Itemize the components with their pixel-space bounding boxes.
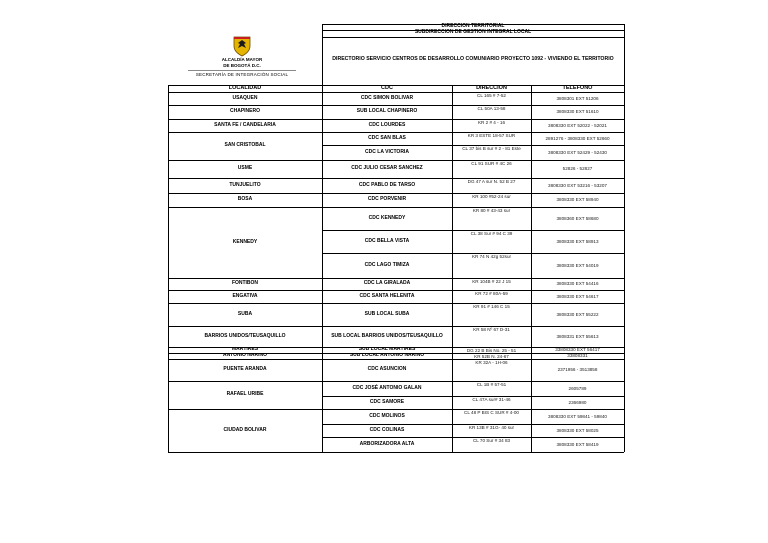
telefono-cell: 2891276 - 3808330 EXT 52660 [545,135,610,141]
column-header-telefono: TELEFONO [562,85,593,92]
direccion-cell: CL 47A sur# 31-46 [472,397,511,402]
direccion-cell: CL 91 SUR # 4C 26 [471,161,512,166]
telefono-cell: 2371956 - 3513858 [557,367,598,373]
cdc-cell: CDC MOLINOS [369,412,405,419]
direccion-cell: CL 165 # 7-52 [477,93,506,98]
telefono-cell: 2366980 [568,399,587,405]
direccion-cell: KR 100 #52-24 sur [472,194,511,199]
direccion-cell: KR 2 # 4 - 16 [477,120,506,125]
localidad-cell: MARTIRES [231,347,259,353]
telefono-cell: 52826 - 52827 [562,166,593,172]
document-title: DIRECTORIO SERVICIO CENTROS DE DESARROLLO COMUNIARIO PROYECTO 1092 - VIVIENDO EL TERRITORIO [332,56,614,62]
telefono-cell: 3808330 EXT 52429 - 52430 [548,149,607,155]
localidad-cell: RAFAEL URIBE [226,391,264,398]
direccion-cell: KR 80 # 43-43 sur [472,208,511,213]
telefono-cell: 3808331 EXT 55613 [556,333,599,339]
cdc-cell: SUB LOCAL CHAPINERO [356,108,418,115]
cdc-cell: CDC ASUNCION [367,366,407,373]
column-header-direccion: DIRECCION [476,85,507,92]
cdc-cell: CDC JULIO CESAR SANCHEZ [351,165,423,172]
header-line1: DIRECCION TERRITORIAL [441,23,505,29]
cdc-cell: CDC JOSÉ ANTONIO GALAN [352,384,422,391]
cdc-cell: CDC KENNEDY [368,214,406,221]
localidad-cell: FONTIBON [231,280,259,287]
cdc-cell: SUB LOCAL MARTIRES [358,347,416,353]
localidad-cell: TUNJUELITO [229,181,261,188]
telefono-cell: 3808330 EXT 54019 [556,262,599,268]
telefono-cell: 3808330 EXT 59841 - 59840 [548,413,607,419]
cdc-cell: CDC SIMON BOLIVAR [360,94,414,101]
direccion-cell: CL 50A 13-58 [477,106,506,111]
cdc-cell: CDC LAGO TIMIZA [364,261,410,268]
table-rule [624,24,625,452]
cdc-cell: SUB LOCAL ANTONIO NARIÑO [349,353,425,359]
logo-line1: ALCALDÍA MAYOR [221,57,263,62]
cdc-cell: CDC COLINAS [369,426,405,433]
localidad-cell: CHAPINERO [229,108,260,115]
localidad-cell: USME [237,165,253,172]
localidad-cell: USAQUEN [232,94,258,101]
direccion-cell: KR 58 Nº 67 D-31 [473,327,510,332]
cdc-cell: CDC SAMORE [369,398,405,405]
localidad-cell: KENNEDY [232,238,258,245]
cdc-cell: CDC SANTA HELENITA [359,292,415,299]
cdc-cell: CDC SAN BLAS [368,134,406,141]
logo-line2: DE BOGOTÁ D.C. [223,63,261,68]
telefono-cell: 3808360 EXT 58680 [556,215,599,221]
direccion-cell: CL 70 Sur # 34 83 [472,438,511,443]
telefono-cell: 3808330 EXT 58419 [556,441,599,447]
cdc-cell: CDC BELLA VISTA [364,237,410,244]
telefono-cell: 3808330 EXT 54416 [556,281,599,287]
table-rule [168,85,624,86]
logo [186,33,298,81]
localidad-cell: CIUDAD BOLIVAR [223,426,267,433]
localidad-cell: ENGATIVA [232,292,258,299]
bogota-coat-of-arms-icon [231,35,253,57]
localidad-cell: BOSA [237,196,253,203]
cdc-cell: ARBORIZADORA ALTA [359,440,415,447]
cdc-cell: SUB LOCAL BARRIOS UNIDOS/TEUSAQUILLO [331,332,443,339]
table-rule [322,452,624,453]
table-rule [322,24,624,25]
cdc-cell: CDC LOURDES [368,121,406,128]
header-line2: SUBDIRECCION DE GESTION INTEGRAL LOCAL [414,29,532,35]
telefono-cell: 2605789 [568,385,587,391]
telefono-cell: 33808330 EXT 56417 [555,347,600,353]
logo-divider [188,70,296,71]
telefono-cell: 3808330 EXT 58940 [556,197,599,203]
telefono-cell: 3808330 EXT 54617 [556,293,599,299]
cdc-cell: CDC PABLO DE TARSO [358,181,416,188]
direccion-cell: KR 3 ESTE 18-57 SUR [467,133,516,138]
direccion-cell: KR 104B # 22 J 15 [472,279,511,284]
logo-line3: SECRETARÍA DE INTEGRACIÓN SOCIAL [195,72,289,77]
telefono-cell: 3808330 EXT 55222 [556,311,599,317]
table-rule [322,30,624,31]
telefono-cell: 3808330 EXT 53216 - 53207 [548,182,607,188]
telefono-cell: 3808301 EXT 51206 [556,95,599,101]
table-rule [168,452,322,453]
direccion-cell: CL 48 P BIS C SUR # 4-00 [464,410,519,415]
cdc-cell: SUB LOCAL SUBA [364,310,410,317]
direccion-cell: KR 13B # 31G- 40 sur [468,425,515,430]
direccion-cell: CL 38 Sur # 94 C 39 [470,231,513,236]
telefono-cell: 3808330 EXT 51610 [556,109,599,115]
localidad-cell: BARRIOS UNIDOS/TEUSAQUILLO [204,332,286,339]
column-header-localidad: LOCALIDAD [228,85,262,92]
direccion-cell: KR 32A - 1H-06 [475,360,508,365]
cdc-cell: CDC LA VICTORIA [365,148,409,155]
table-rule [322,37,624,38]
column-header-cdc: CDC [381,85,393,92]
direccion-cell: DG 47 A sur N. 52 B 27 [467,179,516,184]
direccion-cell: CL 1B # 57-51 [476,382,507,387]
telefono-cell: 3808330 EXT 52022 - 52021 [548,122,607,128]
telefono-cell: 3808330 EXT 58025 [556,427,599,433]
cdc-cell: CDC LA GIRALADA [363,280,411,287]
localidad-cell: SAN CRISTOBAL [224,142,266,149]
direccion-cell: KR 74 N 42g 52sur [471,254,512,259]
localidad-cell: SANTA FE / CANDELARIA [214,121,276,128]
localidad-cell: PUENTE ARANDA [223,366,267,373]
direccion-cell: KR 91 # 146 C 15 [473,304,510,309]
telefono-cell: 33808331 [567,353,588,359]
direccion-cell: KR 52B N. 24-67 [474,354,509,359]
localidad-cell: ANTONIO NARIÑO [222,353,268,359]
direccion-cell: DG 22 B Bis No. 25 - 51 [466,348,517,353]
telefono-cell: 3808330 EXT 58913 [556,238,599,244]
cdc-cell: CDC PORVENIR [367,196,407,203]
direccion-cell: KR 72 # 80A-59 [475,291,508,296]
localidad-cell: SUBA [237,310,253,317]
direccion-cell: CL 37 bis B sur # 2 - 81 Este [462,146,521,151]
